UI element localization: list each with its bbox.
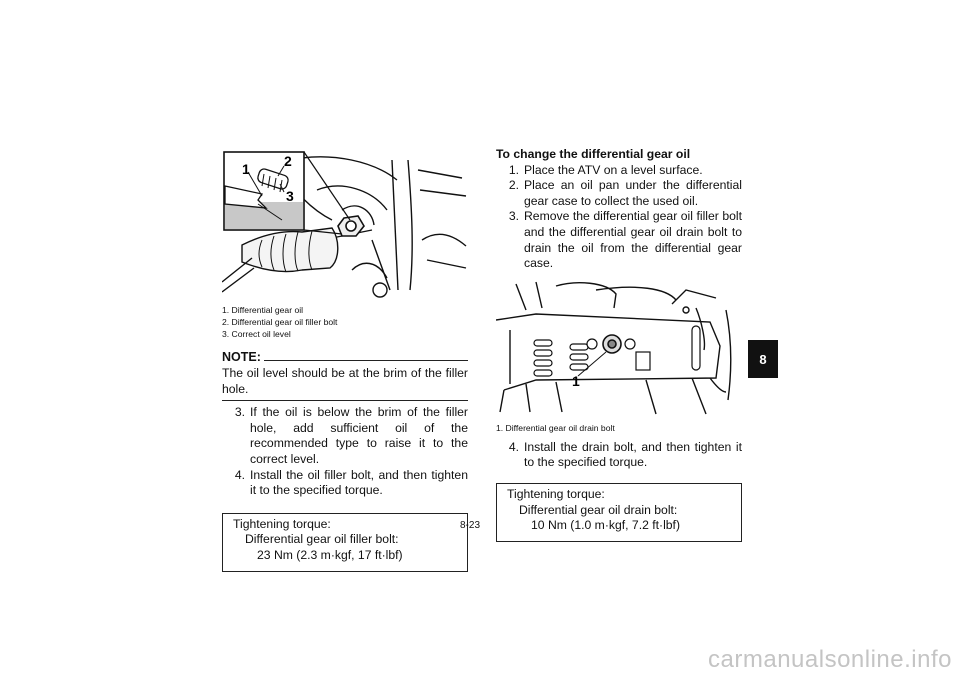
- section-title: To change the differential gear oil: [496, 147, 691, 161]
- callout-3: 3: [286, 188, 294, 204]
- torque-spec-box: [222, 513, 468, 572]
- steps-list: [222, 405, 468, 499]
- torque-spec-box: [496, 483, 742, 542]
- step-number: 4.: [234, 467, 245, 482]
- step-text: Install the oil filler bolt, and then tighten it to the specified torque.: [250, 467, 468, 498]
- torque-heading: Tightening torque:: [233, 516, 331, 531]
- step-text: If the oil is below the brim of the filler hole, add sufficient oil of the recommended type to raise it to the correct level.: [250, 405, 468, 466]
- chapter-tab: 8: [748, 340, 778, 378]
- list-item: [496, 163, 742, 179]
- drain-bolt-illustration: [496, 280, 742, 418]
- step-number: 4.: [508, 439, 519, 454]
- callout-1: 1: [242, 161, 250, 177]
- torque-value: 10 Nm (1.0 m·kgf, 7.2 ft·lbf): [531, 518, 680, 533]
- torque-part: Differential gear oil drain bolt:: [519, 502, 678, 517]
- step-text: Install the drain bolt, and then tighten it to the specified torque.: [524, 439, 742, 470]
- figure-captions: [222, 304, 468, 340]
- step-text: Place the ATV on a level surface.: [524, 162, 703, 177]
- figure-captions: [496, 422, 742, 434]
- step-number: 3.: [508, 209, 519, 224]
- drain-bolt-figure: [496, 280, 742, 418]
- left-column: [222, 150, 468, 572]
- note-label: NOTE:: [222, 350, 261, 364]
- torque-part: Differential gear oil filler bolt:: [245, 532, 399, 547]
- filler-bolt-figure: [222, 150, 468, 300]
- caption-item: 3. Correct oil level: [222, 329, 291, 339]
- watermark: carmanualsonline.info: [708, 646, 952, 673]
- callout-2: 2: [284, 153, 292, 169]
- right-column: [496, 147, 742, 542]
- list-item: [496, 440, 742, 471]
- step-number: 3.: [234, 405, 245, 420]
- step-text: Remove the differential gear oil filler bolt and the differential gear oil drain bolt to drain the oil from the differential gear case.: [524, 209, 742, 271]
- steps-list: [496, 163, 742, 272]
- step-text: Place an oil pan under the differential gear case to collect the used oil.: [524, 178, 742, 208]
- note-rule: [264, 351, 468, 361]
- caption-item: 2. Differential gear oil filler bolt: [222, 317, 338, 327]
- callout-1: 1: [572, 372, 580, 389]
- torque-heading: Tightening torque:: [507, 486, 605, 501]
- step-number: 2.: [508, 178, 519, 193]
- page-number: 8-23: [460, 520, 481, 531]
- list-item: [496, 178, 742, 209]
- list-item: [222, 468, 468, 499]
- filler-bolt-illustration: [222, 150, 468, 300]
- note-heading: [222, 350, 468, 364]
- list-item: [222, 405, 468, 467]
- caption-item: 1. Differential gear oil: [222, 305, 304, 315]
- list-item: [496, 209, 742, 271]
- steps-list: [496, 440, 742, 471]
- caption-item: 1. Differential gear oil drain bolt: [496, 422, 615, 433]
- step-number: 1.: [508, 162, 519, 177]
- note-text: The oil level should be at the brim of the filler hole.: [222, 366, 468, 401]
- torque-value: 23 Nm (2.3 m·kgf, 17 ft·lbf): [257, 547, 403, 562]
